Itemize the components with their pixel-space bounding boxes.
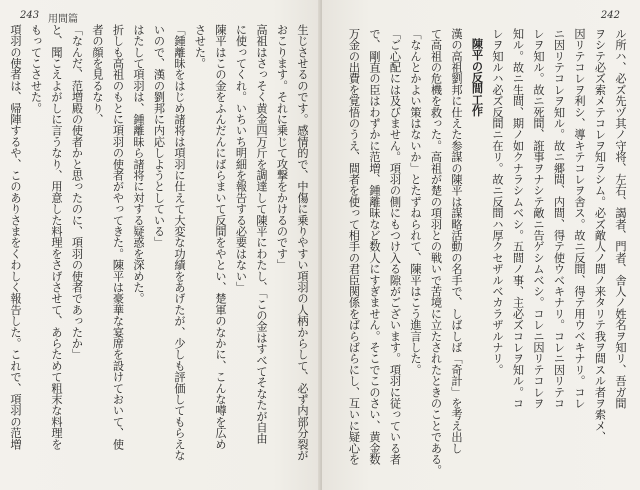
running-head: 用間篇: [48, 14, 78, 25]
text-line: ヲシテ必ズ索メテコレヲ知ラシム。必ズ敵人ノ間ノ来タリテ我ヲ間スル者ヲ索メ、: [593, 28, 607, 443]
text-line: で、剛直の臣はわずかに范増、鍾離昧など数人にすぎません。そこでこのさい、黄金数: [368, 28, 381, 465]
right-page: [322, 0, 640, 490]
text-line: ル所ハ、必ズ先ヅ其ノ守将、左右、謁者、門者、舎人ノ姓名ヲ知リ、吾ガ間: [614, 28, 627, 409]
text-line: レヲ知ルハ必ズ反間ニ在リ。故ニ反間ハ厚クセザルベカラザルナリ。: [491, 28, 504, 376]
page-number-left: 243: [20, 10, 40, 21]
text-line: て高祖の危機を救った。高祖が楚の項羽との戦いで苦境に立たされたときのことである。: [429, 28, 443, 476]
text-line: 因リテコレヲ利シ、導キテコレヲ舎ス。故ニ反間、得テ用ウベキナリ。コレ: [573, 28, 586, 409]
text-line: 「ご心配には及びません。項羽の側にもつけ入る隙がございます。項羽に従っている者: [388, 28, 402, 465]
text-line: 知ル。故ニ生間、期ノ如クナラシムベシ。五間ノ事、主必ズコレヲ知ル。コ: [511, 28, 525, 409]
left-page-text: [9, 24, 312, 472]
text-line: 「鍾離昧をはじめ諸将は項羽に仕えて大変な功績をあげたが、少しも評価してもらえな: [173, 24, 186, 461]
text-line: 陳平はこの金をふんだんにばらまいて反間をやとい、楚軍のなかに、こんな噂を広め: [214, 24, 227, 450]
text-line: おこります。それに乗じて攻撃をかけるのです」: [275, 24, 289, 271]
text-line: 項羽の使者は、帰陣するや、このありさまをくわしく報告した。これで、項羽の范増: [9, 24, 22, 450]
text-line: 「なんとかよい策はないか」とたずねられて、陳平はこう進言した。: [409, 28, 422, 376]
text-line: もってこさせた。: [29, 24, 43, 114]
text-line: はたして項羽は、鍾離昧ら諸将に対する疑惑を深めた。: [132, 24, 145, 304]
text-line: 「なんだ、范増殿の使者かと思ったのに、項羽の使者であったか」: [70, 24, 84, 360]
text-line: 生じさせるのです。感情的で、中傷に乗りやすい項羽の人柄からして、必ず内部分裂が: [296, 24, 309, 461]
text-line: させた。: [193, 24, 207, 69]
text-line: と、聞こえよがしに言うなり、用意した料理をさげさせて、あらためて粗末な料理を: [50, 24, 63, 450]
text-line: レヲ知ル。故ニ死間、誑事ヲナシテ敵ニ告ゲシムベシ。コレニ因リテコレヲ: [532, 28, 545, 409]
page-number-right: 242: [600, 10, 620, 21]
right-page-text: [334, 28, 630, 476]
text-line: に使ってくれ。いちいち明細を報告する必要はない」: [234, 24, 248, 293]
text-line: 折しも高祖のもとに項羽の使者がやってきた。陳平は豪華な宴席を設けておいて、使: [111, 24, 125, 450]
text-line: 漢の高祖劉邦に仕えた参謀の陳平は謀略活動の名手で、しばしば「奇計」を考え出し: [450, 28, 463, 454]
text-line: 高祖はさっそく黄金四万斤を調達して陳平にわたし、「この金はすべてそなたが自由: [255, 24, 268, 444]
text-line: ニ因リテコレヲ知ル。故ニ郷間、内間、得テ使ウベキナリ。コレニ因リテコ: [552, 28, 566, 409]
section-heading: 陳平の反間工作: [470, 38, 484, 117]
text-line: 万金の出費を覚悟のうえ、間者を使って相手の君臣関係をばらばらにし、互いに疑心を: [347, 28, 361, 465]
text-line: いので、漢の劉邦に内応しようとしている」: [152, 24, 166, 248]
text-line: 者の顔を見るなり、: [91, 24, 104, 125]
